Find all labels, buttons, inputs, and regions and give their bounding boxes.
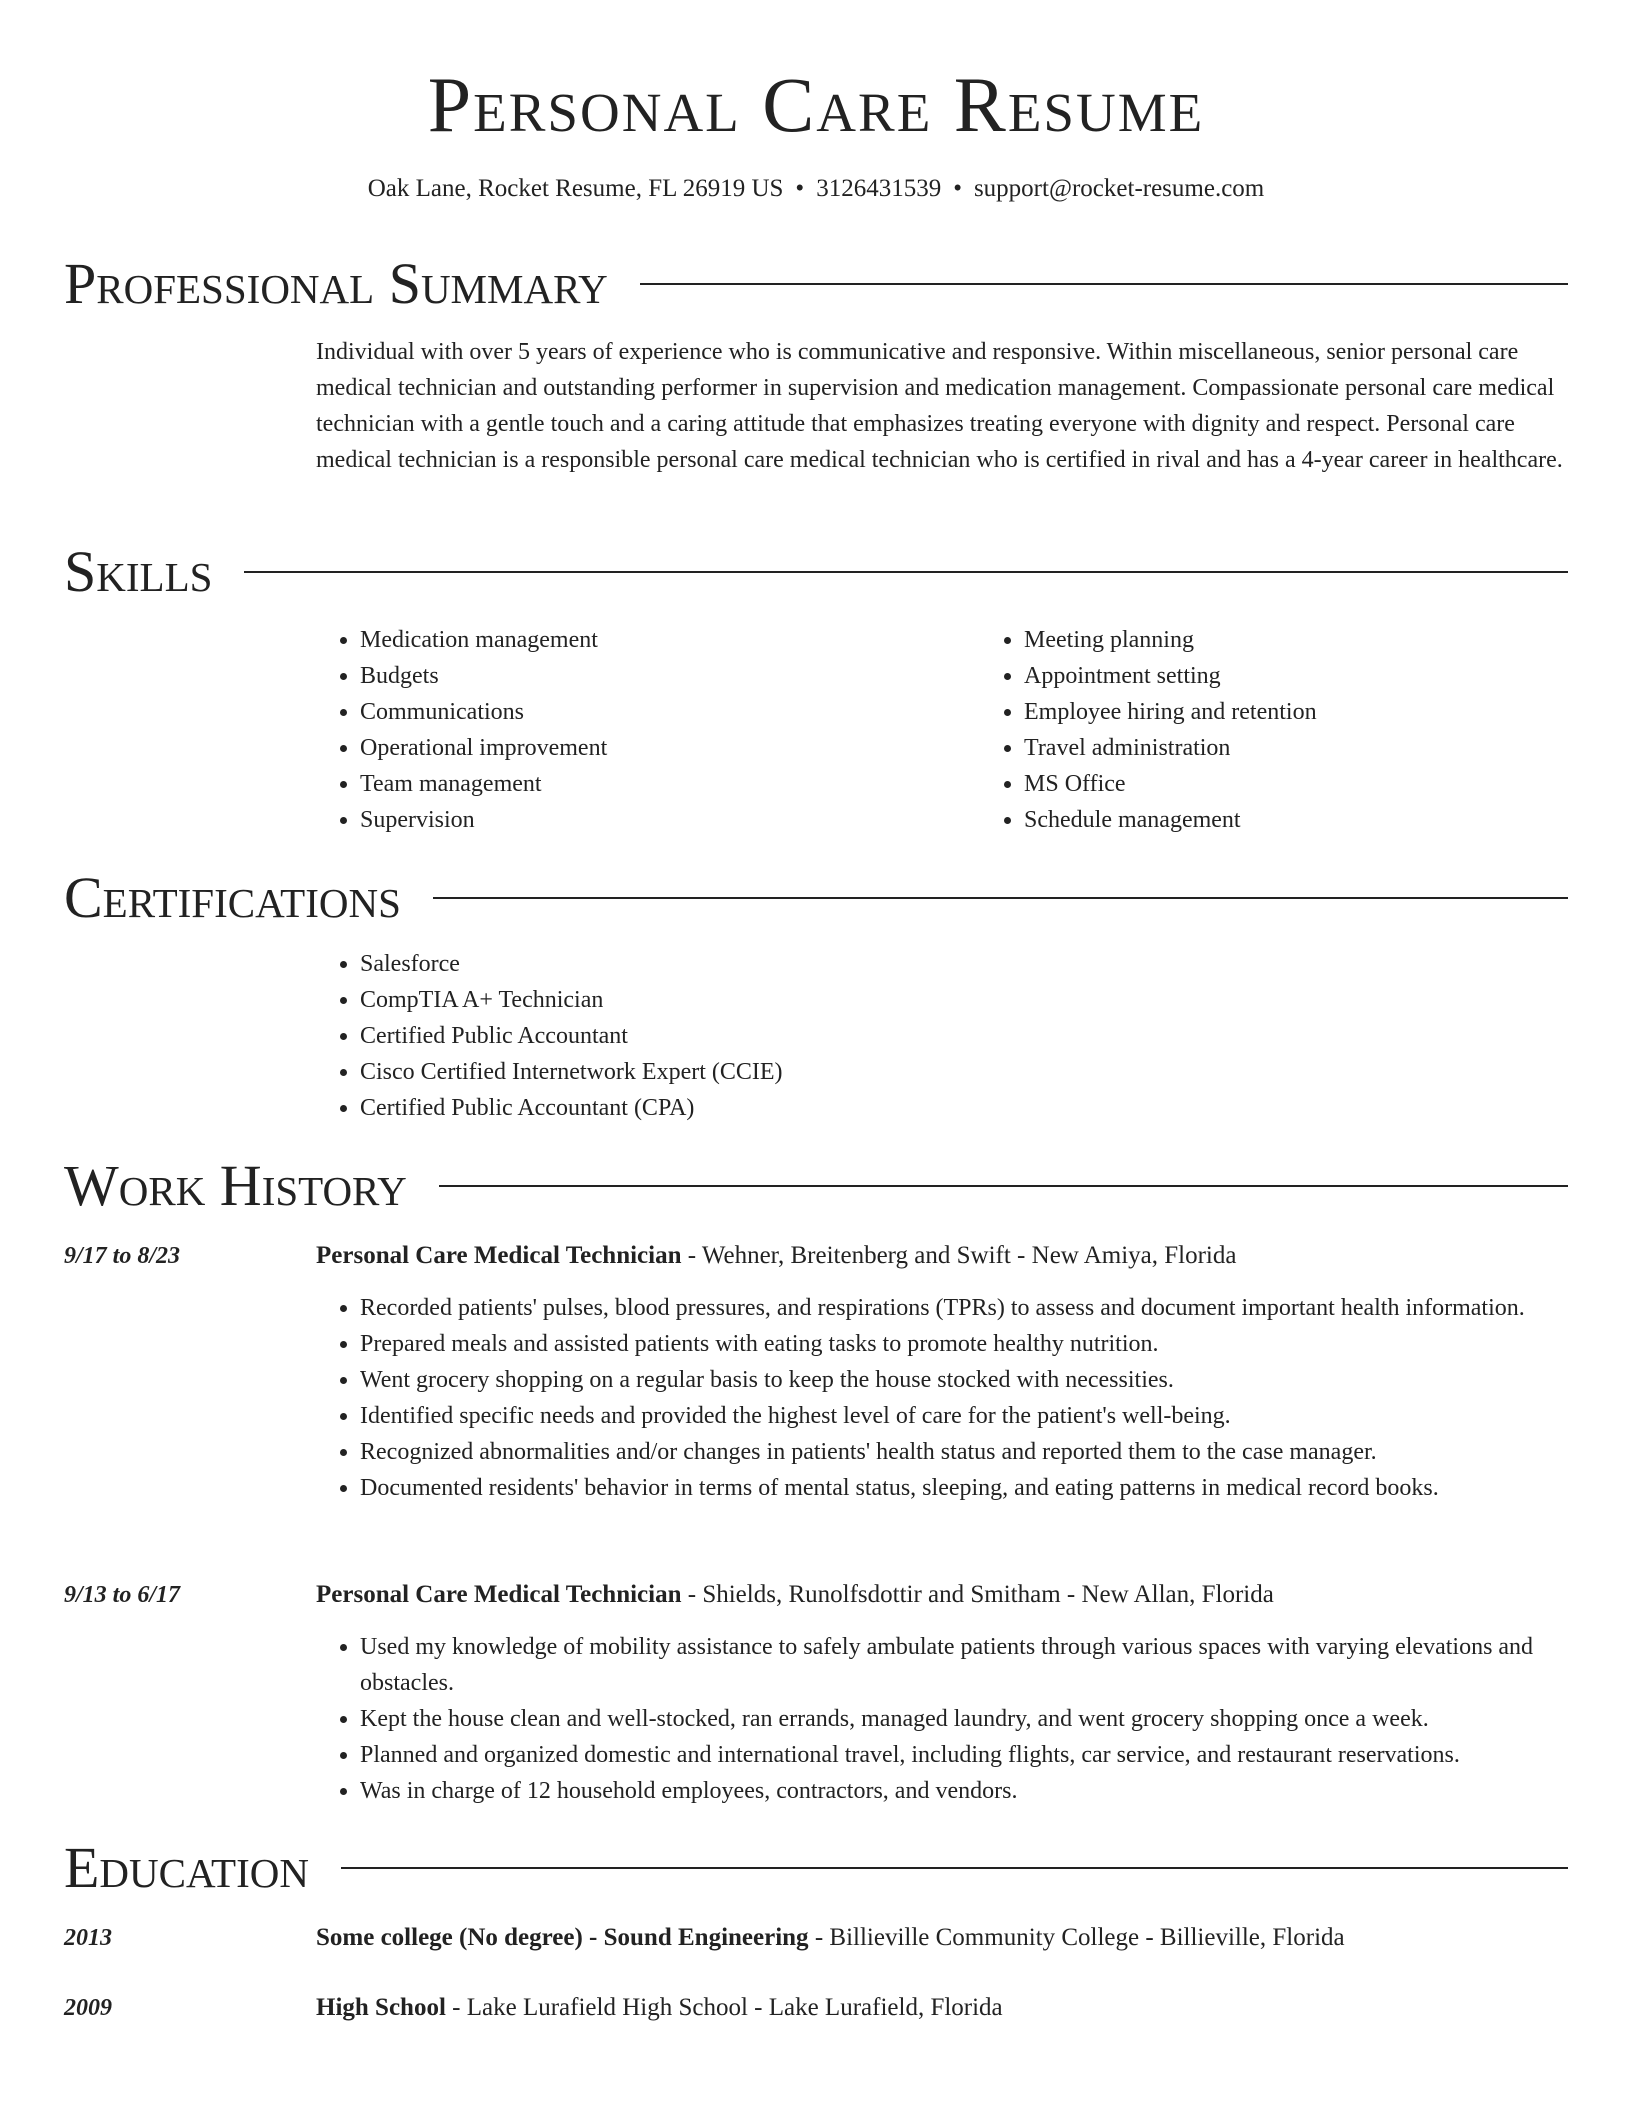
- job-title: Personal Care Medical Technician: [316, 1242, 682, 1269]
- skill-item: • MS Office: [1024, 766, 1632, 802]
- skill-item: • Operational improvement: [360, 730, 980, 766]
- responsibility-item: • Prepared meals and assisted patients with eating tasks to promote healthy nutrition.: [360, 1326, 1568, 1362]
- section-divider: [244, 571, 1568, 573]
- certification-item: • Certified Public Accountant (CPA): [360, 1090, 1568, 1126]
- contact-email: support@rocket-resume.com: [973, 175, 1265, 202]
- summary-body: [316, 334, 1568, 478]
- summary-section-header: [64, 252, 1568, 316]
- job-title: Personal Care Medical Technician: [316, 1581, 682, 1608]
- contact-separator: •: [795, 175, 805, 202]
- certifications-list: [316, 946, 1568, 1126]
- work-section-header: [64, 1154, 1568, 1218]
- contact-line: [0, 172, 1632, 206]
- section-title-work: Work History: [64, 1153, 407, 1218]
- skill-item: • Supervision: [360, 802, 980, 838]
- section-title-skills: Skills: [64, 539, 213, 604]
- job-heading: [316, 1577, 1568, 1613]
- education-degree: High School: [316, 1994, 446, 2021]
- responsibility-item: • Recorded patients' pulses, blood pressures, and respirations (TPRs) to assess and document important health information.: [360, 1290, 1568, 1326]
- education-entry: [316, 1920, 1568, 1956]
- skill-item: • Meeting planning: [1024, 622, 1632, 658]
- job-heading: [316, 1238, 1568, 1274]
- responsibility-item: • Documented residents' behavior in terms of mental status, sleeping, and eating patterns in medical record books.: [360, 1470, 1568, 1506]
- responsibility-item: • Used my knowledge of mobility assistance to safely ambulate patients through various spaces with varying elevations and obstacles.: [360, 1629, 1568, 1701]
- education-degree: Some college (No degree) - Sound Engineering: [316, 1924, 809, 1951]
- skill-item: • Team management: [360, 766, 980, 802]
- skills-list-right: [980, 622, 1632, 838]
- responsibility-item: • Planned and organized domestic and international travel, including flights, car service, and restaurant reservations.: [360, 1737, 1568, 1773]
- responsibility-item: • Kept the house clean and well-stocked, ran errands, managed laundry, and went grocery shopping once a week.: [360, 1701, 1568, 1737]
- skills-list-left: [316, 622, 980, 838]
- skill-item: • Schedule management: [1024, 802, 1632, 838]
- skill-item: • Travel administration: [1024, 730, 1632, 766]
- job-details: - Shields, Runolfsdottir and Smitham - New Allan, Florida: [681, 1581, 1274, 1608]
- section-title-education: Education: [64, 1835, 309, 1900]
- skill-item: • Budgets: [360, 658, 980, 694]
- responsibility-item: • Recognized abnormalities and/or changes in patients' health status and reported them to the case manager.: [360, 1434, 1568, 1470]
- job-entry: [316, 1238, 1568, 1506]
- responsibility-item: • Went grocery shopping on a regular basis to keep the house stocked with necessities.: [360, 1362, 1568, 1398]
- resume-name: Personal Care Resume: [427, 61, 1205, 148]
- responsibility-item: • Identified specific needs and provided the highest level of care for the patient's well-being.: [360, 1398, 1568, 1434]
- certification-item: • CompTIA A+ Technician: [360, 982, 1568, 1018]
- certification-item: • Certified Public Accountant: [360, 1018, 1568, 1054]
- job-entry: [316, 1577, 1568, 1809]
- section-divider: [433, 897, 1568, 899]
- job-responsibilities: [316, 1290, 1568, 1506]
- skill-item: • Appointment setting: [1024, 658, 1632, 694]
- skill-item: • Medication management: [360, 622, 980, 658]
- skills-section-header: [64, 540, 1568, 604]
- education-year: 2009: [64, 1995, 112, 2021]
- education-details: - Billieville Community College - Billieville, Florida: [808, 1924, 1345, 1951]
- summary-text: Individual with over 5 years of experience who is communicative and responsive. Within miscellaneous, senior personal care medical technician and outstanding performer in supervision and medication management. Compassionate personal care medical technician with a gentle touch and a caring attitude that emphasizes treating everyone with dignity and respect. Personal care medical technician is a responsible personal care medical technician who is certified in rival and has a 4-year career in healthcare.: [316, 339, 1563, 473]
- section-divider: [439, 1185, 1568, 1187]
- skill-item: • Communications: [360, 694, 980, 730]
- section-divider: [341, 1867, 1568, 1869]
- contact-address: Oak Lane, Rocket Resume, FL 26919 US: [367, 175, 784, 202]
- skills-grid: [316, 622, 1568, 838]
- certification-item: • Cisco Certified Internetwork Expert (CCIE): [360, 1054, 1568, 1090]
- section-title-certifications: Certifications: [64, 865, 401, 930]
- education-entry: [316, 1990, 1568, 2026]
- skills-body: [316, 622, 1568, 838]
- skill-item: • Employee hiring and retention: [1024, 694, 1632, 730]
- section-divider: [640, 283, 1568, 285]
- education-details: - Lake Lurafield High School - Lake Lurafield, Florida: [445, 1994, 1003, 2021]
- section-title-summary: Professional Summary: [64, 251, 608, 316]
- contact-separator: •: [953, 175, 962, 202]
- job-dates: 9/17 to 8/23: [64, 1243, 181, 1269]
- contact-phone: 3126431539: [816, 175, 942, 202]
- certification-item: • Salesforce: [360, 946, 1568, 982]
- education-year: 2013: [64, 1925, 112, 1951]
- responsibility-item: • Was in charge of 12 household employees, contractors, and vendors.: [360, 1773, 1568, 1809]
- education-heading: [316, 1990, 1568, 2026]
- certifications-section-header: [64, 866, 1568, 930]
- job-dates: 9/13 to 6/17: [64, 1582, 181, 1608]
- education-section-header: [64, 1836, 1568, 1900]
- education-heading: [316, 1920, 1568, 1956]
- certifications-body: [316, 946, 1568, 1126]
- job-details: - Wehner, Breitenberg and Swift - New Amiya, Florida: [681, 1242, 1237, 1269]
- job-responsibilities: [316, 1629, 1568, 1809]
